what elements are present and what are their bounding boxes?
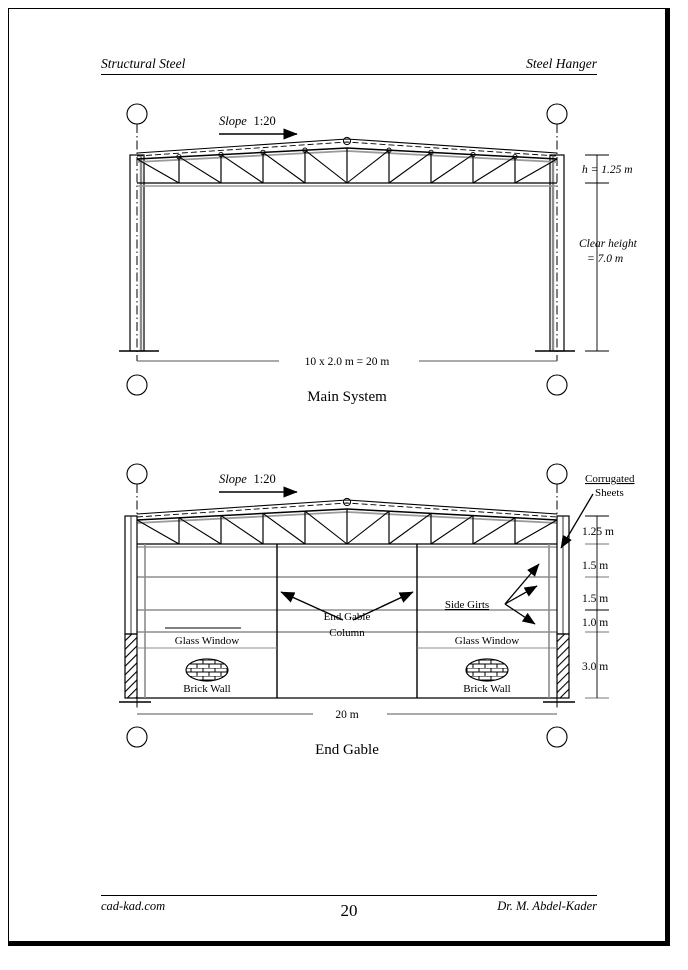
end-gable-column-label-line1: End Gable — [323, 611, 371, 623]
page-header — [101, 56, 597, 75]
figure-main-system — [101, 89, 637, 409]
clear-height-label-line2: = 7.0 m — [587, 253, 624, 265]
clear-height-label-line1: Clear height — [579, 238, 637, 250]
glass-window-left-label: Glass Window — [174, 635, 240, 647]
column-left — [119, 155, 159, 351]
header-left-text: Structural Steel — [101, 56, 186, 71]
footer-left-text: cad-kad.com — [101, 899, 166, 913]
figure-end-gable — [101, 452, 635, 762]
page-sheet — [9, 9, 665, 941]
gable-truss-verticals — [179, 509, 515, 544]
corrugated-sheets-leader — [561, 494, 593, 548]
document-page — [8, 8, 670, 946]
slope-label: Slope 1:20 — [219, 114, 276, 128]
side-girts-leader — [505, 564, 539, 624]
brick-wall-left-label: Brick Wall — [183, 683, 231, 695]
corrugated-sheets-label-line1: Corrugated — [585, 473, 635, 485]
side-girts-label: Side Girts — [444, 599, 490, 611]
dim-label-2: 1.5 m — [582, 593, 609, 605]
dim-label-0: 1.25 m — [582, 526, 614, 538]
column-right — [535, 155, 575, 351]
corrugated-sheets-label-line2: Sheets — [595, 487, 624, 499]
span-label: 20 m — [335, 709, 359, 721]
end-gable-caption: End Gable — [315, 742, 379, 758]
page-footer — [101, 895, 597, 920]
glass-window-right-label: Glass Window — [454, 635, 520, 647]
dimension-clear-height — [585, 183, 609, 351]
truss-height-label: h = 1.25 m — [582, 164, 633, 176]
brick-wall-left-symbol — [186, 659, 228, 681]
brick-wall-right-label: Brick Wall — [463, 683, 511, 695]
slope-label: Slope 1:20 — [219, 472, 276, 486]
end-gable-drawing — [101, 452, 635, 762]
span-label: 10 x 2.0 m = 20 m — [304, 356, 390, 368]
dim-label-3: 1.0 m — [582, 617, 609, 629]
main-system-caption: Main System — [307, 389, 387, 405]
main-system-drawing — [101, 89, 637, 409]
footer-right-text: Dr. M. Abdel-Kader — [497, 899, 597, 913]
truss-bottom-chord — [137, 183, 557, 186]
brick-wall-right-symbol — [466, 659, 508, 681]
dim-label-4: 3.0 m — [582, 661, 609, 673]
header-right-text: Steel Hanger — [526, 56, 597, 71]
page-number: 20 — [340, 901, 358, 920]
truss-verticals — [179, 148, 515, 183]
end-gable-column-label-line2: Column — [329, 627, 365, 639]
dim-label-1: 1.5 m — [582, 560, 609, 572]
